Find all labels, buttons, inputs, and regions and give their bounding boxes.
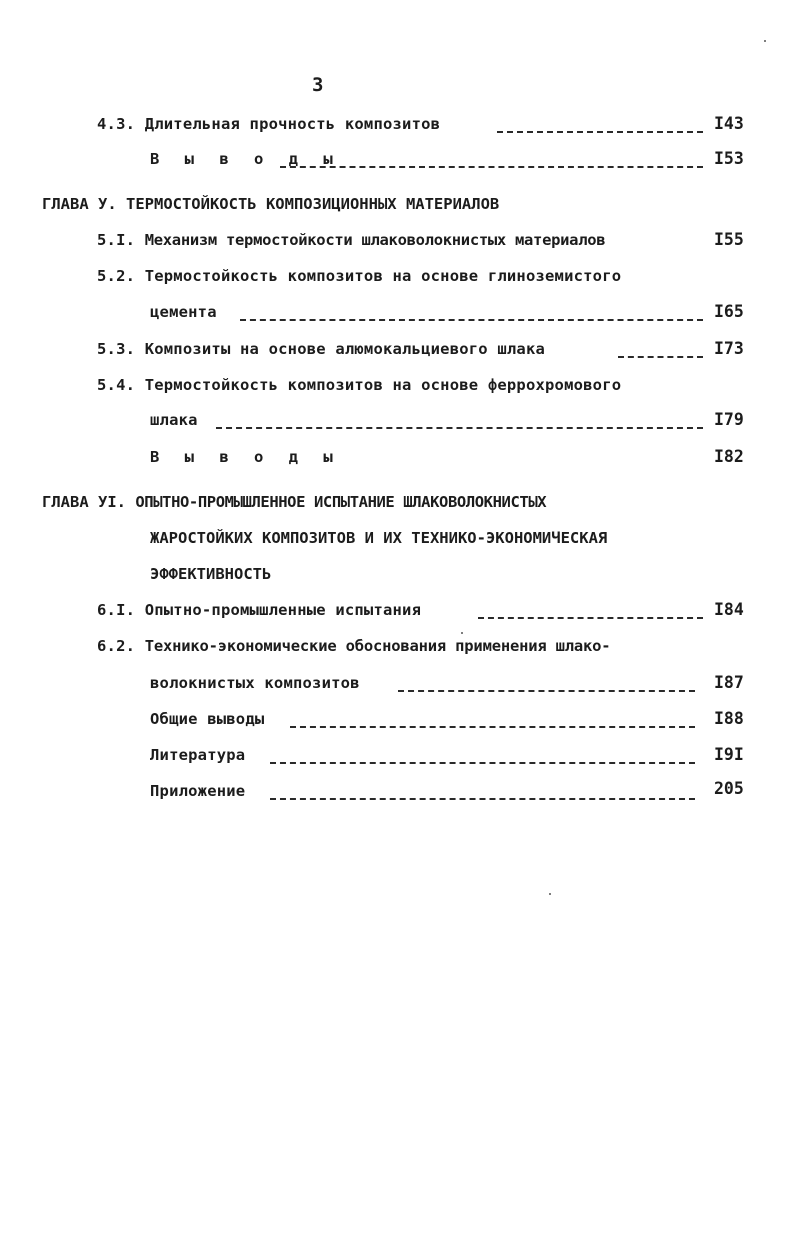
chapter-title-line1: ОПЫТНО-ПРОМЫШЛЕННОЕ ИСПЫТАНИЕ ШЛАКОВОЛОКНИСТЫХ (135, 493, 547, 511)
entry-title-continued: шлака (150, 411, 198, 429)
chapter-heading-5: ГЛАВА У. ТЕРМОСТОЙКОСТЬ КОМПОЗИЦИОННЫХ МАТЕРИАЛОВ (42, 195, 500, 213)
entry-page: I82 (714, 447, 744, 466)
toc-entry-conclusions-5: В ы в о д ы (150, 448, 341, 466)
entry-title: Механизм термостойкости шлаковолокнистых материалов (144, 231, 606, 249)
entry-number: 5.4. (97, 376, 136, 394)
chapter-title-line3: ЭФФЕКТИВНОСТЬ (150, 565, 272, 583)
toc-entry-6-1 (97, 601, 421, 619)
chapter-heading-6 (42, 493, 546, 511)
entry-page: I73 (714, 339, 744, 358)
entry-number: 6.I. (97, 601, 136, 619)
entry-number: 5.3. (97, 340, 136, 358)
toc-entry-5-3 (97, 340, 545, 358)
toc-entry-4-3 (97, 115, 440, 133)
entry-page: 205 (714, 779, 744, 798)
chapter-prefix: ГЛАВА УI. (42, 493, 126, 511)
toc-entry-5-2 (97, 267, 621, 285)
dot-leader (290, 726, 695, 728)
entry-page: I53 (714, 149, 744, 168)
dot-leader (270, 762, 695, 764)
entry-page: I65 (714, 302, 744, 321)
entry-page: I87 (714, 673, 744, 692)
entry-number: 5.2. (97, 267, 136, 285)
toc-entry-5-1 (97, 231, 605, 249)
dot-leader (618, 356, 703, 358)
toc-entry-appendix: Приложение (150, 782, 246, 800)
entry-page: I43 (714, 114, 744, 133)
toc-entry-conclusions-4: В ы в о д ы (150, 150, 341, 168)
dot-leader (270, 798, 695, 800)
dot-leader (478, 617, 703, 619)
entry-number: 6.2. (97, 637, 136, 655)
toc-entry-general-conclusions: Общие выводы (150, 710, 265, 728)
scan-speck (764, 40, 766, 42)
scan-speck (461, 632, 463, 634)
entry-page: I88 (714, 709, 744, 728)
toc-entry-5-4 (97, 376, 621, 394)
entry-title-continued: волокнистых композитов (150, 674, 360, 692)
entry-title: Термостойкость композитов на основе глиноземистого (144, 267, 622, 285)
dot-leader (216, 427, 703, 429)
dot-leader (240, 319, 703, 321)
entry-number: 5.I. (97, 231, 136, 249)
dot-leader (497, 131, 703, 133)
entry-title: Композиты на основе алюмокальциевого шлака (144, 340, 546, 358)
entry-title: Длительная прочность композитов (144, 115, 441, 133)
dot-leader (280, 166, 703, 168)
entry-title: Опытно-промышленные испытания (144, 601, 422, 619)
chapter-title-line2: ЖАРОСТОЙКИХ КОМПОЗИТОВ И ИХ ТЕХНИКО-ЭКОНОМИЧЕСКАЯ (150, 529, 608, 547)
entry-title-continued: цемента (150, 303, 217, 321)
entry-title: Термостойкость композитов на основе феррохромового (144, 376, 622, 394)
scan-speck (549, 893, 551, 895)
dot-leader (398, 690, 695, 692)
toc-entry-literature: Литература (150, 746, 246, 764)
entry-page: I84 (714, 600, 744, 619)
entry-page: I79 (714, 410, 744, 429)
entry-page: I9I (714, 745, 744, 764)
entry-title: Технико-экономические обоснования применения шлако- (144, 637, 611, 655)
entry-page: I55 (714, 230, 744, 249)
page-number: 3 (312, 74, 324, 96)
entry-number: 4.3. (97, 115, 136, 133)
toc-entry-6-2 (97, 637, 610, 655)
